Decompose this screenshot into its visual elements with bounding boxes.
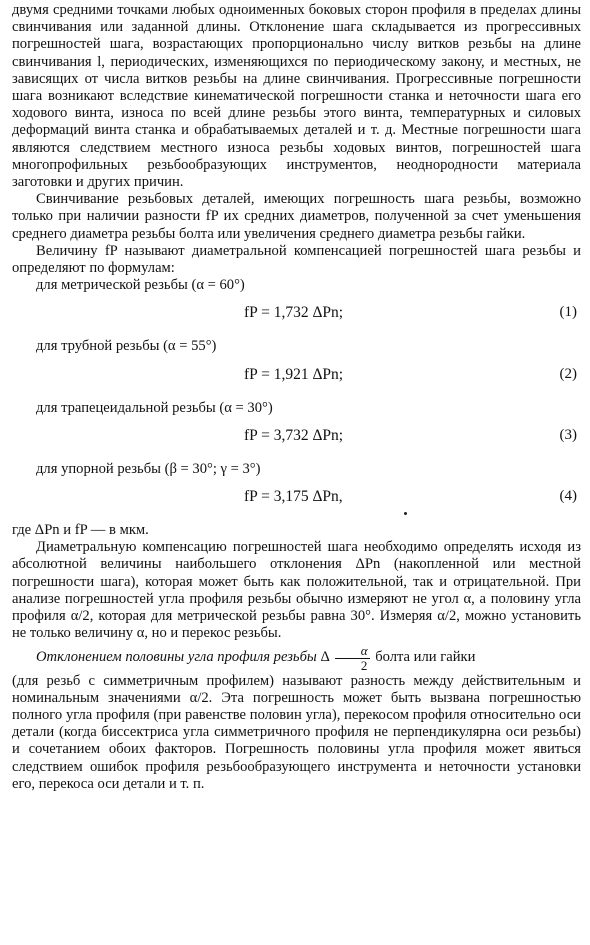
- delta-symbol: Δ: [320, 649, 330, 666]
- formula-buttress: fP = 3,175 ΔPn,: [244, 488, 343, 506]
- formula-number-2: (2): [559, 365, 577, 382]
- paragraph-units: где ΔPn и fP — в мкм.: [12, 522, 149, 539]
- formula-trapezoidal: fP = 3,732 ΔPn;: [244, 426, 344, 444]
- formula-row-1: [12, 304, 581, 324]
- formula-pipe: fP = 1,921 ΔPn;: [244, 365, 344, 383]
- print-speck: [404, 512, 407, 515]
- formula-label-metric: для метрической резьбы (α = 60°): [36, 277, 245, 294]
- formula-metric: fP = 1,732 ΔPn;: [244, 304, 344, 322]
- paragraph-diametral-compensation: Величину fP называют диаметральной компенсацией погрешностей шага резьбы и определяют по формулам:: [12, 242, 581, 277]
- formula-number-4: (4): [559, 488, 577, 505]
- paragraph-pitch-deviation: двумя средними точками любых одноименных боковых сторон профиля в пределах длины свинчивания или заданной длины. Отклонение шага складывается из прогрессивных погрешностей шага, возрастающих пропорционально числу витков резьбы на длине свинчивания l, периодических, изменяющихся по периодическому закону, и местных, не зависящих от числа витков резьбы на длине свинчивания. Прогрессивные погрешности шага возникают вследствие кинематической погрешности станка и неточности шага его ходового винта, износа по всей длине резьбы этого винта, температурных и силовых деформаций винта станка и обрабатываемых деталей и т. д. Местные погрешности шага являются следствием местного износа резьбы ходовых винтов, погрешностей шага многопрофильных резьбообразующих инструментов, неоднородности материала заготовки и других причин.: [12, 2, 581, 191]
- formula-label-trapezoidal: для трапецеидальной резьбы (α = 30°): [36, 399, 273, 416]
- formula-row-2: [12, 366, 581, 386]
- formula-label-pipe: для трубной резьбы (α = 55°): [36, 338, 217, 355]
- paragraph-half-angle-error: (для резьб с симметричным профилем) называют разность между действительным и номинальным значениями α/2. Эта погрешность может быть вызвана погрешностью полного угла профиля (при равенстве половин угла), перекосом профиля относительно оси детали (когда биссектриса угла симметричного профиля не перпендикулярна оси резьбы) и сочетанием обоих факторов. Погрешность половины угла профиля может явиться следствием ошибок профиля резьбообразующего инструмента и неточности установки его, перекоса оси детали и т. п.: [12, 672, 581, 792]
- formula-number-3: (3): [559, 426, 577, 443]
- fraction-alpha-over-two: [335, 644, 370, 673]
- half-angle-rest: болта или гайки: [375, 649, 476, 666]
- paragraph-half-angle-definition: [12, 642, 581, 672]
- italic-term-half-angle-deviation: Отклонением половины угла профиля резьбы: [36, 649, 317, 666]
- paragraph-compensation-determination: Диаметральную компенсацию погрешностей шага необходимо определять исходя из абсолютной величины наибольшего отклонения ΔPn (накопленной или местной погрешности шага), которая может быть как положительной, так и отрицательной. При анализе погрешностей угла профиля резьбы обычно измеряют не угол α, а половину угла профиля α/2, которая для метрической резьбы равна 30°. Измеряя α/2, можно установить не только величину α, но и перекос резьбы.: [12, 539, 581, 642]
- formula-row-3: [12, 427, 581, 447]
- fraction-numerator: α: [335, 644, 370, 659]
- formula-number-1: (1): [559, 304, 577, 321]
- formula-label-buttress: для упорной резьбы (β = 30°; γ = 3°): [36, 460, 261, 477]
- formula-row-4: [12, 488, 581, 508]
- fraction-denominator: 2: [360, 657, 368, 673]
- paragraph-screwing: Свинчивание резьбовых деталей, имеющих погрешность шага резьбы, возможно только при наличии разности fP их средних диаметров, полученной за счет уменьшения среднего диаметра резьбы болта или увеличения среднего диаметра резьбы гайки.: [12, 191, 581, 242]
